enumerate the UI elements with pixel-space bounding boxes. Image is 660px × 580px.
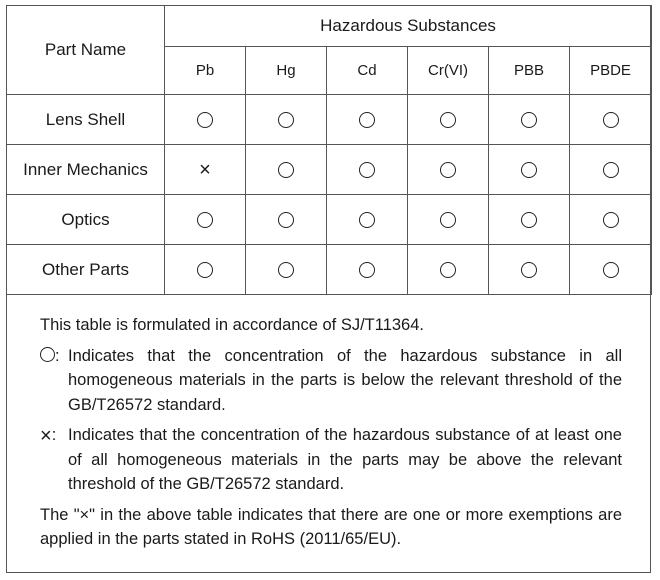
substance-mark-cell xyxy=(165,145,246,195)
circle-icon xyxy=(440,212,456,228)
substance-header-pbb: PBB xyxy=(489,47,570,95)
substance-mark-cell xyxy=(570,195,652,245)
table-row xyxy=(7,195,652,245)
substance-mark-cell xyxy=(489,195,570,245)
cross-note-symbol: ×: xyxy=(40,424,57,447)
circle-icon xyxy=(278,262,294,278)
part-name-cell: Lens Shell xyxy=(7,95,165,145)
cross-note-text: Indicates that the concentration of the hazardous substance of at least one of all homogeneous materials in the parts may be above the relevant threshold of the GB/T26572 standard. xyxy=(68,426,622,493)
part-name-cell: Other Parts xyxy=(7,245,165,295)
circle-icon xyxy=(278,112,294,128)
circle-icon xyxy=(440,112,456,128)
notes-section xyxy=(40,313,622,552)
circle-icon xyxy=(278,162,294,178)
circle-icon xyxy=(359,262,375,278)
table-row xyxy=(7,95,652,145)
table-header-row xyxy=(7,6,652,47)
substance-header-pbde: PBDE xyxy=(570,47,652,95)
substance-mark-cell xyxy=(327,245,408,295)
circle-note-text: Indicates that the concentration of the hazardous substance in all homogeneous materials in the parts is below the relevant threshold of the GB/T26572 standard. xyxy=(68,346,622,414)
substance-mark-cell xyxy=(246,95,327,145)
substance-mark-cell xyxy=(570,145,652,195)
substance-mark-cell xyxy=(408,95,489,145)
part-name-cell: Optics xyxy=(7,195,165,245)
substance-mark-cell xyxy=(246,245,327,295)
circle-icon xyxy=(603,212,619,228)
circle-icon xyxy=(197,112,213,128)
circle-icon xyxy=(359,162,375,178)
substance-mark-cell xyxy=(489,145,570,195)
circle-note xyxy=(40,344,622,418)
cross-icon: × xyxy=(40,424,52,447)
substance-mark-cell xyxy=(327,95,408,145)
circle-icon xyxy=(521,262,537,278)
circle-icon xyxy=(197,212,213,228)
part-name-cell: Inner Mechanics xyxy=(7,145,165,195)
table-row xyxy=(7,245,652,295)
circle-note-symbol: : xyxy=(40,344,68,418)
substance-header-cd: Cd xyxy=(327,47,408,95)
table-row xyxy=(7,145,652,195)
substance-header-hg: Hg xyxy=(246,47,327,95)
substance-mark-cell xyxy=(165,245,246,295)
substance-mark-cell xyxy=(489,245,570,295)
substance-mark-cell xyxy=(408,245,489,295)
substance-mark-cell xyxy=(570,245,652,295)
circle-icon xyxy=(359,212,375,228)
substance-mark-cell xyxy=(165,95,246,145)
circle-icon xyxy=(521,162,537,178)
circle-icon xyxy=(440,162,456,178)
substance-mark-cell xyxy=(246,145,327,195)
circle-icon xyxy=(603,162,619,178)
cross-icon: × xyxy=(199,159,211,182)
substance-mark-cell xyxy=(246,195,327,245)
hazardous-substances-table xyxy=(6,5,652,295)
circle-icon xyxy=(40,347,55,362)
part-name-header: Part Name xyxy=(7,6,165,95)
cross-note xyxy=(40,423,622,497)
circle-icon xyxy=(440,262,456,278)
circle-icon xyxy=(197,262,213,278)
substance-mark-cell xyxy=(327,195,408,245)
substance-mark-cell xyxy=(408,195,489,245)
substance-mark-cell xyxy=(570,95,652,145)
hazardous-substances-header: Hazardous Substances xyxy=(165,6,652,47)
circle-icon xyxy=(521,212,537,228)
substance-header-pb: Pb xyxy=(165,47,246,95)
circle-icon xyxy=(603,112,619,128)
substance-mark-cell xyxy=(327,145,408,195)
circle-icon xyxy=(521,112,537,128)
circle-icon xyxy=(278,212,294,228)
substance-mark-cell xyxy=(408,145,489,195)
intro-note: This table is formulated in accordance of SJ/T11364. xyxy=(40,316,424,334)
substance-mark-cell xyxy=(165,195,246,245)
circle-icon xyxy=(359,112,375,128)
substance-header-crvi: Cr(VI) xyxy=(408,47,489,95)
circle-icon xyxy=(603,262,619,278)
substance-mark-cell xyxy=(489,95,570,145)
exemption-note: The "×" in the above table indicates that there are one or more exemptions are applied in the parts stated in RoHS (2011/65/EU). xyxy=(40,505,622,548)
